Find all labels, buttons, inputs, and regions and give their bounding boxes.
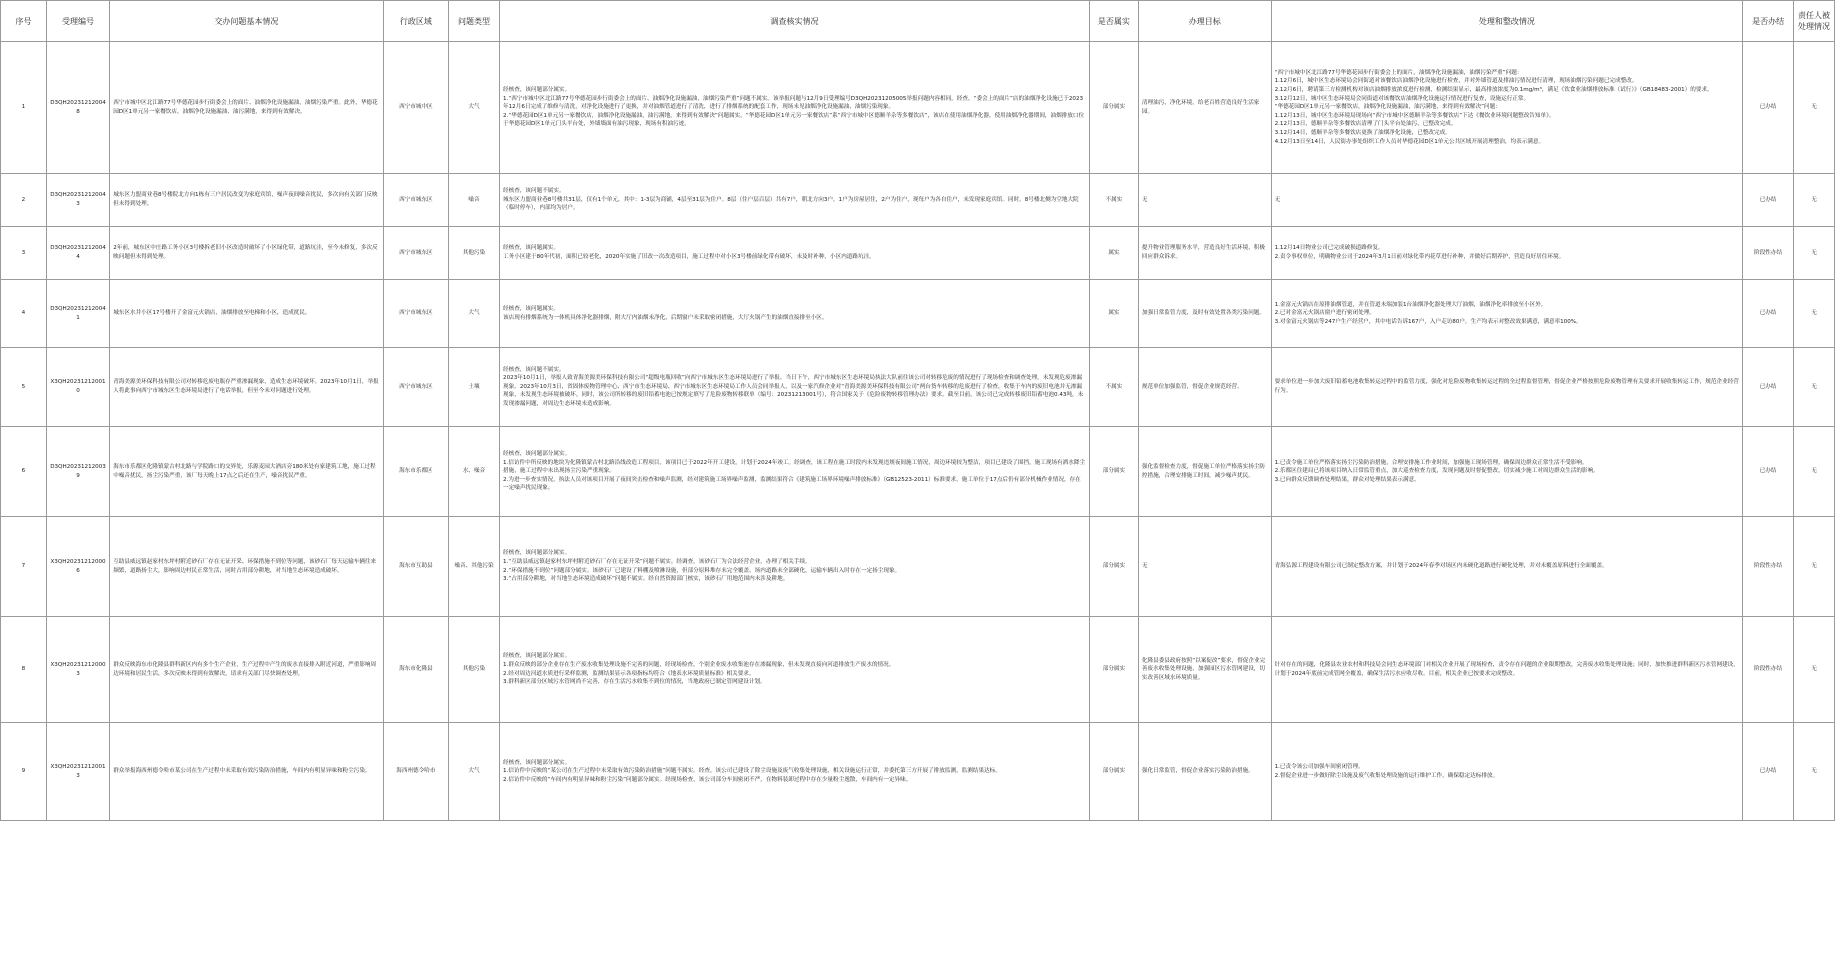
cell-type-text: 噪音、其他污染 bbox=[454, 563, 494, 570]
cell-no bbox=[1, 427, 47, 517]
cell-code-text: X3QH20231212001 0 bbox=[50, 379, 106, 394]
cell-region-text: 海西州德令哈市 bbox=[396, 768, 436, 775]
table-row bbox=[1, 427, 1835, 517]
cell-closed bbox=[1743, 517, 1794, 617]
cell-investigation-text: 经核查，该问题属实。 该店现有排烟系统为一体机具体净化器排烟，附大厅内油烟未净化，后期窗户未采取密闭措施，大厅火锅产生的油烟直接排至小区。 bbox=[503, 305, 828, 321]
cell-no bbox=[1, 723, 47, 821]
cell-issue bbox=[110, 42, 384, 174]
cell-type bbox=[449, 174, 500, 227]
cell-handling bbox=[1271, 617, 1743, 723]
cell-investigation bbox=[500, 517, 1090, 617]
cell-punish-text: 无 bbox=[1811, 383, 1817, 390]
cell-punish bbox=[1794, 227, 1835, 280]
cell-punish bbox=[1794, 174, 1835, 227]
cell-code bbox=[46, 174, 109, 227]
cell-type-text: 其他污染 bbox=[462, 666, 486, 673]
header-punish: 责任人被处理情况 bbox=[1794, 1, 1835, 42]
cell-verified bbox=[1089, 427, 1138, 517]
cell-handling-text: 1.12月14日物业公司已完成破损道路修复。 2.责令事权单位，明确物业公司于2024年3月1日前对绿化带内花草进行补种，并做好后期养护，营造良好居住环境。 bbox=[1274, 245, 1565, 260]
cell-target bbox=[1138, 280, 1271, 348]
cell-region bbox=[383, 427, 448, 517]
cell-region-text: 西宁市城东区 bbox=[399, 383, 433, 390]
cell-handling-text: 无 bbox=[1274, 196, 1281, 203]
cell-code bbox=[46, 617, 109, 723]
cell-region-text: 海东市化隆县 bbox=[399, 666, 433, 673]
cell-target bbox=[1138, 42, 1271, 174]
cell-target-text: 无 bbox=[1141, 563, 1148, 570]
cell-investigation-text: 经核查，该问题属实。 工务小区建于80年代初，面积已较老化，2020年实施了旧改一次改造项目，施工过程中对小区3号楼前绿化带有破坏，未及时补种，小区内道路坑洼。 bbox=[503, 245, 875, 260]
cell-verified-text: 属实 bbox=[1108, 249, 1120, 256]
cell-no bbox=[1, 227, 47, 280]
cell-target bbox=[1138, 617, 1271, 723]
cell-issue-text: 群众反映海东市化隆县群科新区内有多个生产企业，生产过程中产生的废水直接排入附近河道，严重影响周边环境和居民生活，多次反映未得到有效解决，请求有关部门尽快调查处理。 bbox=[113, 661, 377, 677]
cell-issue-text: 城东区力盟商业巷8号楼院北方向1栋有三户居民改变为家庭宾馆，噪声夜间噪音扰民，多次向有关部门反映但未得到处理。 bbox=[113, 192, 378, 207]
cell-punish-text: 无 bbox=[1811, 468, 1817, 475]
cell-issue bbox=[110, 427, 384, 517]
cell-target-text: 无 bbox=[1141, 196, 1148, 203]
cell-investigation-text: 经核查，该问题不属实。 城东区力盟商业巷8号楼共31层，仅有1个单元，其中：1-3层为商铺，4层至31层为住户。8层（住户层百层）共有7户，朝北方向3户，1户为房屋居住，2户为住户，现每户为各自住户，未发现家庭宾馆。同时，8号楼北侧为空地大院（临时停车），内部均为居户。 bbox=[503, 188, 1079, 212]
cell-code bbox=[46, 517, 109, 617]
cell-punish bbox=[1794, 723, 1835, 821]
cell-closed-text: 阶段性办结 bbox=[1754, 563, 1783, 570]
cell-code-text: X3QH20231212000 6 bbox=[50, 558, 106, 574]
cell-issue bbox=[110, 280, 384, 348]
cell-target-text: 规范单位加强监管，督促企业规范经营。 bbox=[1141, 383, 1243, 390]
cell-investigation bbox=[500, 427, 1090, 517]
cell-type-text: 其他污染 bbox=[462, 249, 486, 256]
cell-target-text: 强化日常监管，督促企业落实污染防治措施。 bbox=[1141, 768, 1254, 775]
header-code: 受理编号 bbox=[46, 1, 109, 42]
header-region: 行政区域 bbox=[383, 1, 448, 42]
cell-closed-text: 已办结 bbox=[1759, 196, 1777, 203]
cell-investigation-text: 经核查，该问题部分属实。 1.“西宁市城中区北江路77号华德花园步行街委会上的面片、油烟净化设施漏油，油烟污染严重”问题不属实。该举报问题与12月9日受理编号D3QH20231205005举报问题内容相同，经查，“委会上的面片”店的油烟净化设施已于2023年12月6日完成了维修与清洗，对净化设施进行了更换，并对油烟管道进行了清洗，进行了排烟系统的配套工作，现场未见油烟净化设施漏油、油烟污染现象。 2.“华德花园D区1单元另一家餐饮店，油烟净化设施漏油，油污满地，来得到有效解决”问题属实。“华德花园D区1单元另一家餐饮店”系“西宁市城中区德顺羊杂等多餐饮店”，该店在使用油烟净化器，使用油烟净化器期间，油烟排放口位于华德花园D区1单元门头平台处，外墙墙面有油污现象，现场有积油污迹。 bbox=[503, 87, 1085, 128]
cell-punish bbox=[1794, 348, 1835, 427]
header-type: 问题类型 bbox=[449, 1, 500, 42]
cell-handling-text: 青海弘源工程建设有限公司已制定整改方案，并计划于2024年春季对场区内未硬化道路进行硬化处理，并对未覆盖原料进行全面覆盖。 bbox=[1274, 563, 1608, 570]
cell-punish-text: 无 bbox=[1811, 310, 1817, 317]
cell-target bbox=[1138, 517, 1271, 617]
table-row bbox=[1, 723, 1835, 821]
cell-issue-text: 西宁市城中区北江路77号华德花园步行街委会上的面片、油烟净化设施漏油，油烟污染严重。此外，华德花园D区1单元另一家餐饮店，油烟净化设施漏油，油污满地，来得到有效解决。 bbox=[113, 99, 378, 115]
table-row bbox=[1, 517, 1835, 617]
cell-punish bbox=[1794, 42, 1835, 174]
cell-investigation bbox=[500, 617, 1090, 723]
cell-handling-text: 1.金富元火锅店在原排油烟管道，并在管道末端加装1台油烟净化器处理大厅油烟，油烟净化率排放至小区外。 2.已对金富元火锅店窗户进行密闭处理。 3.对金富元火锅店等247户生产经营户，其中电话告诉167户，入户走访80户，生产均表示对整改效果满意，满意率100%。 bbox=[1274, 301, 1582, 325]
cell-investigation-text: 经核查，该问题部分属实。 1.“互助县威远镇赵家村东坪村附近砂石厂存在无证开采”问题不属实。经调查，该砂石厂为合法经营企业，办理了相关手续。 2.“环保措施不到位”问题部分属实。该砂石厂已建设了料棚及喷淋设施，但部分原料堆存未完全覆盖，场内道路未全部硬化，运输车辆出入时存在一定扬尘现象。 3.“占用部分耕地，对当地生态环境造成破坏”问题不属实。经自然资源部门核实，该砂石厂用地范围内未涉及耕地。 bbox=[503, 550, 901, 583]
cell-type bbox=[449, 427, 500, 517]
cell-type bbox=[449, 723, 500, 821]
cell-type bbox=[449, 617, 500, 723]
cell-region-text: 西宁市城中区 bbox=[399, 104, 433, 111]
cell-closed-text: 阶段性办结 bbox=[1754, 249, 1783, 256]
cell-closed bbox=[1743, 42, 1794, 174]
cell-issue bbox=[110, 617, 384, 723]
cell-verified bbox=[1089, 174, 1138, 227]
cell-punish-text: 无 bbox=[1811, 563, 1817, 570]
cell-target-text: 化隆县委县政府按照“以案促改”要求，督促企业完善废水收集处理设施，加强园区污水管网建设，切实改善区域水环境质量。 bbox=[1141, 657, 1266, 681]
cell-target bbox=[1138, 427, 1271, 517]
cell-region bbox=[383, 174, 448, 227]
cell-closed bbox=[1743, 723, 1794, 821]
cell-closed bbox=[1743, 348, 1794, 427]
cell-verified-text: 部分属实 bbox=[1102, 563, 1126, 570]
table-row bbox=[1, 42, 1835, 174]
cell-target-text: 提升物业管理服务水平，营造良好生活环境，积极回应群众诉求。 bbox=[1141, 245, 1265, 260]
cell-target bbox=[1138, 348, 1271, 427]
table-row bbox=[1, 174, 1835, 227]
cell-investigation bbox=[500, 280, 1090, 348]
cell-handling bbox=[1271, 42, 1743, 174]
cell-no-text: 2 bbox=[21, 196, 26, 203]
cell-region bbox=[383, 280, 448, 348]
cell-punish bbox=[1794, 427, 1835, 517]
cell-target-text: 加强日常监管力度，及时有效处置各类污染问题。 bbox=[1141, 310, 1265, 317]
cell-type-text: 大气 bbox=[468, 768, 480, 775]
cell-code-text: X3QH20231212001 3 bbox=[50, 763, 106, 779]
header-issue: 交办问题基本情况 bbox=[110, 1, 384, 42]
cell-region-text: 海东市互助县 bbox=[399, 563, 433, 570]
header-target: 办理目标 bbox=[1138, 1, 1271, 42]
cell-target bbox=[1138, 723, 1271, 821]
cell-investigation-text: 经核查，该问题部分属实。 1.群众反映的部分企业存在生产废水收集处理设施不完善的问题，经现场检查，个别企业废水收集池存在渗漏现象，但未发现直接向河道排放生产废水的情况。 2.经对周边河道水质进行采样监测，监测结果显示各项指标均符合《地表水环境质量标准》相关要求。 3.群科新区部分区域污水管网尚不完善，存在生活污水收集不到位的情况，当地政府已制定管网建设计划。 bbox=[503, 653, 895, 686]
cell-code bbox=[46, 723, 109, 821]
cell-closed bbox=[1743, 174, 1794, 227]
cell-verified bbox=[1089, 42, 1138, 174]
cell-region bbox=[383, 723, 448, 821]
cell-verified bbox=[1089, 617, 1138, 723]
cell-closed bbox=[1743, 427, 1794, 517]
cell-issue-text: 海东市乐都区化隆镇蒙古村北路与学院路口的交界处，乐源麦园大酒店旁180米处有家建筑工地，施工过程中噪音扰民，扬尘污染严重，该厂每天晚上17点之后还在生产，噪音扰民严重。 bbox=[113, 463, 376, 479]
cell-punish-text: 无 bbox=[1811, 768, 1817, 775]
cell-punish-text: 无 bbox=[1811, 249, 1817, 256]
cell-handling bbox=[1271, 517, 1743, 617]
cell-no-text: 5 bbox=[21, 383, 26, 390]
cell-type-text: 噪音 bbox=[468, 196, 480, 203]
cell-closed bbox=[1743, 280, 1794, 348]
cell-punish-text: 无 bbox=[1811, 666, 1817, 673]
cell-type bbox=[449, 517, 500, 617]
cell-closed bbox=[1743, 227, 1794, 280]
cell-handling-text: 针对存在的问题，化隆县农业农村和科技局会同生态环境部门对相关企业开展了现场检查，责令存在问题的企业限期整改，完善废水收集处理设施；同时，加快推进群科新区污水管网建设，计划于2024年底前完成管网全覆盖，确保生活污水应收尽收。目前，相关企业已按要求完成整改。 bbox=[1274, 661, 1739, 677]
cell-closed-text: 已办结 bbox=[1759, 383, 1777, 390]
cell-closed-text: 已办结 bbox=[1759, 104, 1777, 111]
cell-investigation bbox=[500, 723, 1090, 821]
cell-type bbox=[449, 348, 500, 427]
header-investigation: 调查核实情况 bbox=[500, 1, 1090, 42]
table-row bbox=[1, 227, 1835, 280]
header-closed: 是否办结 bbox=[1743, 1, 1794, 42]
cell-target-text: 清理油污，净化环境，给老百姓营造良好生活家园。 bbox=[1141, 99, 1260, 115]
cell-code bbox=[46, 427, 109, 517]
cell-region bbox=[383, 227, 448, 280]
cell-code-text: D3QH20231212003 9 bbox=[50, 463, 106, 479]
cell-closed-text: 已办结 bbox=[1759, 768, 1777, 775]
cell-handling bbox=[1271, 227, 1743, 280]
cell-code bbox=[46, 42, 109, 174]
cell-code-text: D3QH20231212004 1 bbox=[50, 305, 106, 321]
cell-type bbox=[449, 227, 500, 280]
cell-punish-text: 无 bbox=[1811, 196, 1817, 203]
cell-target-text: 强化监督检查力度，督促施工单位严格落实扬尘防控措施，合理安排施工时间，减少噪声扰民。 bbox=[1141, 463, 1265, 479]
cell-investigation bbox=[500, 42, 1090, 174]
cell-issue-text: 青海美源美环保科技有限公司对转移危废电瓶存严重渗漏现象，造成生态环境破坏。2023年10月1日，举报人将此事向西宁市城东区生态环境局进行了电话举报，但至今未对问题进行处理。 bbox=[113, 379, 379, 394]
cell-investigation bbox=[500, 348, 1090, 427]
cell-verified bbox=[1089, 517, 1138, 617]
cell-no-text: 3 bbox=[21, 249, 26, 256]
cell-punish bbox=[1794, 517, 1835, 617]
cell-type-text: 大气 bbox=[468, 310, 480, 317]
cell-investigation bbox=[500, 174, 1090, 227]
cell-investigation-text: 经核查，该问题部分属实。 1.信访件中反映的“某公司在生产过程中未采取有效污染防治措施”问题不属实。经查，该公司已建设了除尘设施及废气收集处理设施，相关设施运行正常，并委托第三方开展了排放监测，监测结果达标。 2.信访件中反映的“车间内有明显异味和粉尘污染”问题部分属实。经现场检查，该公司部分车间密闭不严，在物料装卸过程中存在少量粉尘逸散，车间内有一定异味。 bbox=[503, 759, 1001, 783]
cell-region-text: 西宁市城东区 bbox=[399, 310, 433, 317]
cell-no-text: 4 bbox=[21, 310, 26, 317]
cell-issue-text: 群众举报海西州德令哈市某公司在生产过程中未采取有效污染防治措施，车间内有明显异味和粉尘污染。 bbox=[113, 768, 371, 775]
cell-closed-text: 已办结 bbox=[1759, 468, 1777, 475]
cell-code-text: D3QH20231212004 3 bbox=[50, 192, 106, 207]
cell-handling bbox=[1271, 427, 1743, 517]
cell-no bbox=[1, 42, 47, 174]
cell-region bbox=[383, 517, 448, 617]
cell-no bbox=[1, 348, 47, 427]
cell-verified bbox=[1089, 723, 1138, 821]
cell-type-text: 大气 bbox=[468, 104, 480, 111]
cell-no bbox=[1, 280, 47, 348]
cell-punish bbox=[1794, 280, 1835, 348]
cell-verified bbox=[1089, 227, 1138, 280]
table-row bbox=[1, 617, 1835, 723]
cell-issue-text: 互助县威远镇赵家村东坪村附近砂石厂存在无证开采、环保措施不到位等问题，该砂石厂每天运输车辆往来频繁，道路扬尘大，影响周边村民正常生活，同时占用部分耕地，对当地生态环境造成破坏。 bbox=[113, 558, 377, 574]
cell-handling-text: 1.已责令该公司加强车间密闭管理。 2.督促企业进一步做好除尘设施及废气收集处理设施的运行维护工作，确保稳定达标排放。 bbox=[1274, 763, 1499, 779]
cell-verified-text: 不属实 bbox=[1105, 383, 1123, 390]
cell-no bbox=[1, 174, 47, 227]
cell-handling bbox=[1271, 348, 1743, 427]
cell-investigation-text: 经核查，该问题不属实。 2023年10月1日，举报人致青海美源美环保科技有限公司“超级电瓶回收”向西宁市城东区生态环境局进行了举报。当日下午，西宁市城东区生态环境局执法大队前往该公司对转移危废的情况进行了现场检查和调查处理，未发现危废渗漏现象。2023年10月3日，省固体废物管理中心、西宁市生态环境局、西宁市城东区生态环境局工作人员会同举报人，以及一家汽修企业对“青海美源美环保科技有限公司”两台货车转移的危废进行了检查，收集于车内的废旧电池并无渗漏现象，未发现生态环境被破坏。同时，该公司所转移的废旧铅蓄电池已按规定填写了危险废物转移联单（编号：20231213001号），符合国家关于《危险废物转移管理办法》要求。截至目前，该公司已完成转移废旧铅蓄电池0.43吨，未发现渗漏问题，对周边生态环境未造成影响。 bbox=[503, 366, 1084, 407]
cell-region bbox=[383, 348, 448, 427]
cell-code-text: D3QH20231212004 4 bbox=[50, 245, 106, 260]
cell-code-text: X3QH20231212000 3 bbox=[50, 661, 106, 677]
cell-verified-text: 部分属实 bbox=[1102, 468, 1126, 475]
cell-target bbox=[1138, 174, 1271, 227]
cell-issue-text: 城东区水井小区17号楼开了金富元火锅店，油烟排放至电梯和小区，造成扰民。 bbox=[113, 310, 311, 317]
cell-handling bbox=[1271, 174, 1743, 227]
cell-handling-text: 1.已责令施工单位严格落实扬尘污染防治措施，合理安排施工作业时间，加强施工现场管理，确保周边群众正常生活不受影响。 2.乐都区住建局已将该项目纳入日常监管重点，加大巡查检查力度，发现问题及时督促整改，切实减少施工对周边群众生活的影响。 3.已向群众反馈调查处理结果，群众对处理结果表示满意。 bbox=[1274, 459, 1599, 483]
cell-issue bbox=[110, 227, 384, 280]
cell-verified bbox=[1089, 280, 1138, 348]
cell-verified-text: 部分属实 bbox=[1102, 104, 1126, 111]
cell-punish-text: 无 bbox=[1811, 104, 1817, 111]
cell-issue bbox=[110, 723, 384, 821]
cell-investigation bbox=[500, 227, 1090, 280]
cell-issue bbox=[110, 517, 384, 617]
cell-region-text: 海东市乐都区 bbox=[399, 468, 433, 475]
cell-no-text: 8 bbox=[21, 666, 26, 673]
cell-issue bbox=[110, 174, 384, 227]
header-row bbox=[1, 1, 1835, 42]
cell-no-text: 6 bbox=[21, 468, 26, 475]
cell-handling-text: “西宁市城中区北江路77号华德花园步行街委会上的面片，油烟净化设施漏油，油烟污染严重”问题： 1.12月6日，城中区生态环境局会同街道对该餐饮店油烟净化设施进行检查，并对外墙管道及排油污情况进行清理，现场油烟污染问题已完成整改。 2.12月6日，聘请第三方检测机构对该店油烟排放浓度进行检测，检测结果显示，最高排放浓度为0.1mg/m³，满足《饮食业油烟排放标准（试行）》（GB18483-2001）的要求。 3.12月12日，城中区生态环境局会同街道对该餐饮店油烟净化设施运行情况进行复查，设施运行正常。 “华德花园D区1单元另一家餐饮店，油烟净化设施漏油，油污满地，来得到有效解决”问题： 1.12月13日，城中区生态环境局现场向“西宁市城中区德顺羊杂等多餐饮店”下达《餐饮业环境问题整改告知单》。 2.12月13日，德顺羊杂等多餐饮店清理了门头平台处油污，已整改完成。 3.12月14日，德顺羊杂等多餐饮店更换了油烟净化设施，已整改完成。 4.12月13日至14日，人民街办事处组织工作人员对华德花园D区1单元公共区域开展清理整治，均表示满意。 bbox=[1274, 69, 1713, 145]
cell-closed-text: 阶段性办结 bbox=[1754, 666, 1783, 673]
header-handling: 处理和整改情况 bbox=[1271, 1, 1743, 42]
cell-region bbox=[383, 42, 448, 174]
cell-type-text: 水、噪音 bbox=[462, 468, 486, 475]
cell-issue bbox=[110, 348, 384, 427]
cell-investigation-text: 经核查，该问题部分属实。 1.信访件中所反映的地块为化隆镇蒙古村北路沿线改造工程项目，该项目已于2022年开工建设，计划于2024年竣工。经调查，该工程在施工时段内未发现违规夜间施工情况，周边环境较为整洁，项目已建设了围挡，施工现场有洒水降尘措施，施工过程中未出现扬尘污染严重现象。 2.为进一步查实情况，执法人员对该项目开展了夜间突击检查和噪声监测，经对建筑施工场界噪声监测，监测结果符合《建筑施工场界环境噪声排放标准》（GB12523-2011）标准要求。施工单位于17点后仍有部分机械作业情况，存在一定噪声扰民现象。 bbox=[503, 451, 1086, 492]
cell-no-text: 7 bbox=[21, 563, 26, 570]
cell-verified-text: 部分属实 bbox=[1102, 666, 1126, 673]
header-no: 序号 bbox=[1, 1, 47, 42]
cell-region-text: 西宁市城东区 bbox=[399, 249, 433, 256]
cell-verified-text: 部分属实 bbox=[1102, 768, 1126, 775]
cell-region-text: 西宁市城东区 bbox=[399, 196, 433, 203]
cell-closed bbox=[1743, 617, 1794, 723]
cell-type-text: 土壤 bbox=[468, 383, 480, 390]
cell-no-text: 9 bbox=[21, 768, 26, 775]
cell-no bbox=[1, 617, 47, 723]
cell-handling bbox=[1271, 280, 1743, 348]
cell-code-text: D3QH20231212004 8 bbox=[50, 99, 106, 115]
header-verified: 是否属实 bbox=[1089, 1, 1138, 42]
table-row bbox=[1, 280, 1835, 348]
cell-handling-text: 要求单位进一步加大废旧铅蓄电池收集转运过程中的监管力度，强化对危险废物收集转运过程的全过程监督管理，督促企业严格按照危险废物管理有关要求开展收集转运工作，规范企业经营行为。 bbox=[1274, 379, 1739, 394]
cell-closed-text: 已办结 bbox=[1759, 310, 1777, 317]
cell-region bbox=[383, 617, 448, 723]
cell-target bbox=[1138, 227, 1271, 280]
cell-code bbox=[46, 348, 109, 427]
cell-type bbox=[449, 42, 500, 174]
cell-verified-text: 不属实 bbox=[1105, 196, 1123, 203]
cell-punish bbox=[1794, 617, 1835, 723]
cell-verified-text: 属实 bbox=[1108, 310, 1120, 317]
cell-verified bbox=[1089, 348, 1138, 427]
cell-code bbox=[46, 280, 109, 348]
cell-issue-text: 2年前，城东区中庄路工务小区3号楼拆老旧小区改造时破坏了小区绿化带，道路坑洼，至今未修复，多次反映问题但未得到处理。 bbox=[113, 245, 378, 260]
cell-type bbox=[449, 280, 500, 348]
cell-handling bbox=[1271, 723, 1743, 821]
table-row bbox=[1, 348, 1835, 427]
cell-no-text: 1 bbox=[21, 104, 26, 111]
cell-code bbox=[46, 227, 109, 280]
cell-no bbox=[1, 517, 47, 617]
